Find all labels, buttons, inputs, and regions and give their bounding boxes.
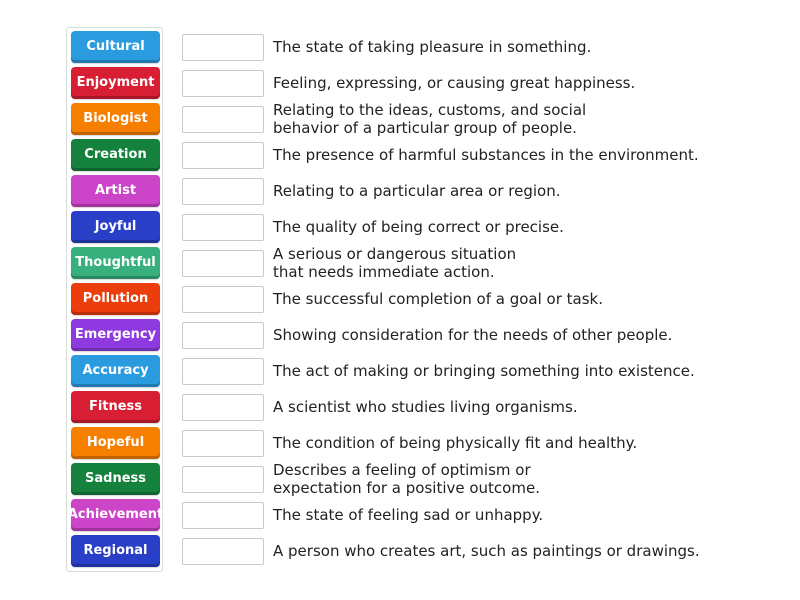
answer-drop-box[interactable] xyxy=(182,34,264,61)
word-tile[interactable]: Enjoyment xyxy=(71,67,160,99)
definition-text: Relating to the ideas, customs, and social behavior of a particular group of people. xyxy=(273,101,587,137)
definition-text: The presence of harmful substances in the environment. xyxy=(273,146,699,164)
answer-drop-box[interactable] xyxy=(182,106,264,133)
word-tile[interactable]: Thoughtful xyxy=(71,247,160,279)
answer-drop-box[interactable] xyxy=(182,430,264,457)
definition-text: Showing consideration for the needs of other people. xyxy=(273,326,673,344)
answer-drop-box[interactable] xyxy=(182,322,264,349)
definition-text: A person who creates art, such as paintings or drawings. xyxy=(273,542,700,560)
answer-drop-box[interactable] xyxy=(182,142,264,169)
word-tile[interactable]: Biologist xyxy=(71,103,160,135)
word-tile[interactable]: Artist xyxy=(71,175,160,207)
definition-text: The condition of being physically fit and healthy. xyxy=(273,434,638,452)
answer-drop-box[interactable] xyxy=(182,214,264,241)
definition-text: A serious or dangerous situation that needs immediate action. xyxy=(273,245,517,281)
answer-drop-box[interactable] xyxy=(182,286,264,313)
answer-drop-box[interactable] xyxy=(182,358,264,385)
definition-text: Feeling, expressing, or causing great happiness. xyxy=(273,74,636,92)
definition-text: The state of taking pleasure in something. xyxy=(273,38,592,56)
word-tile[interactable]: Cultural xyxy=(71,31,160,63)
definition-text: Describes a feeling of optimism or expectation for a positive outcome. xyxy=(273,461,540,497)
definition-text: The state of feeling sad or unhappy. xyxy=(273,506,544,524)
answer-drop-box[interactable] xyxy=(182,502,264,529)
answer-drop-box[interactable] xyxy=(182,394,264,421)
word-tile[interactable]: Pollution xyxy=(71,283,160,315)
definition-text: The successful completion of a goal or task. xyxy=(273,290,603,308)
answer-drop-box[interactable] xyxy=(182,538,264,565)
word-tile[interactable]: Regional xyxy=(71,535,160,567)
word-tile[interactable]: Achievement xyxy=(71,499,160,531)
answer-drop-box[interactable] xyxy=(182,178,264,205)
definition-text: A scientist who studies living organisms. xyxy=(273,398,578,416)
word-tile[interactable]: Sadness xyxy=(71,463,160,495)
answer-drop-box[interactable] xyxy=(182,70,264,97)
definition-text: Relating to a particular area or region. xyxy=(273,182,561,200)
word-tile[interactable]: Creation xyxy=(71,139,160,171)
word-tile[interactable]: Emergency xyxy=(71,319,160,351)
word-tile[interactable]: Joyful xyxy=(71,211,160,243)
word-tile[interactable]: Accuracy xyxy=(71,355,160,387)
definition-text: The quality of being correct or precise. xyxy=(273,218,564,236)
word-tile[interactable]: Fitness xyxy=(71,391,160,423)
definition-text: The act of making or bringing something into existence. xyxy=(273,362,695,380)
answer-drop-box[interactable] xyxy=(182,466,264,493)
word-tile[interactable]: Hopeful xyxy=(71,427,160,459)
answer-drop-box[interactable] xyxy=(182,250,264,277)
